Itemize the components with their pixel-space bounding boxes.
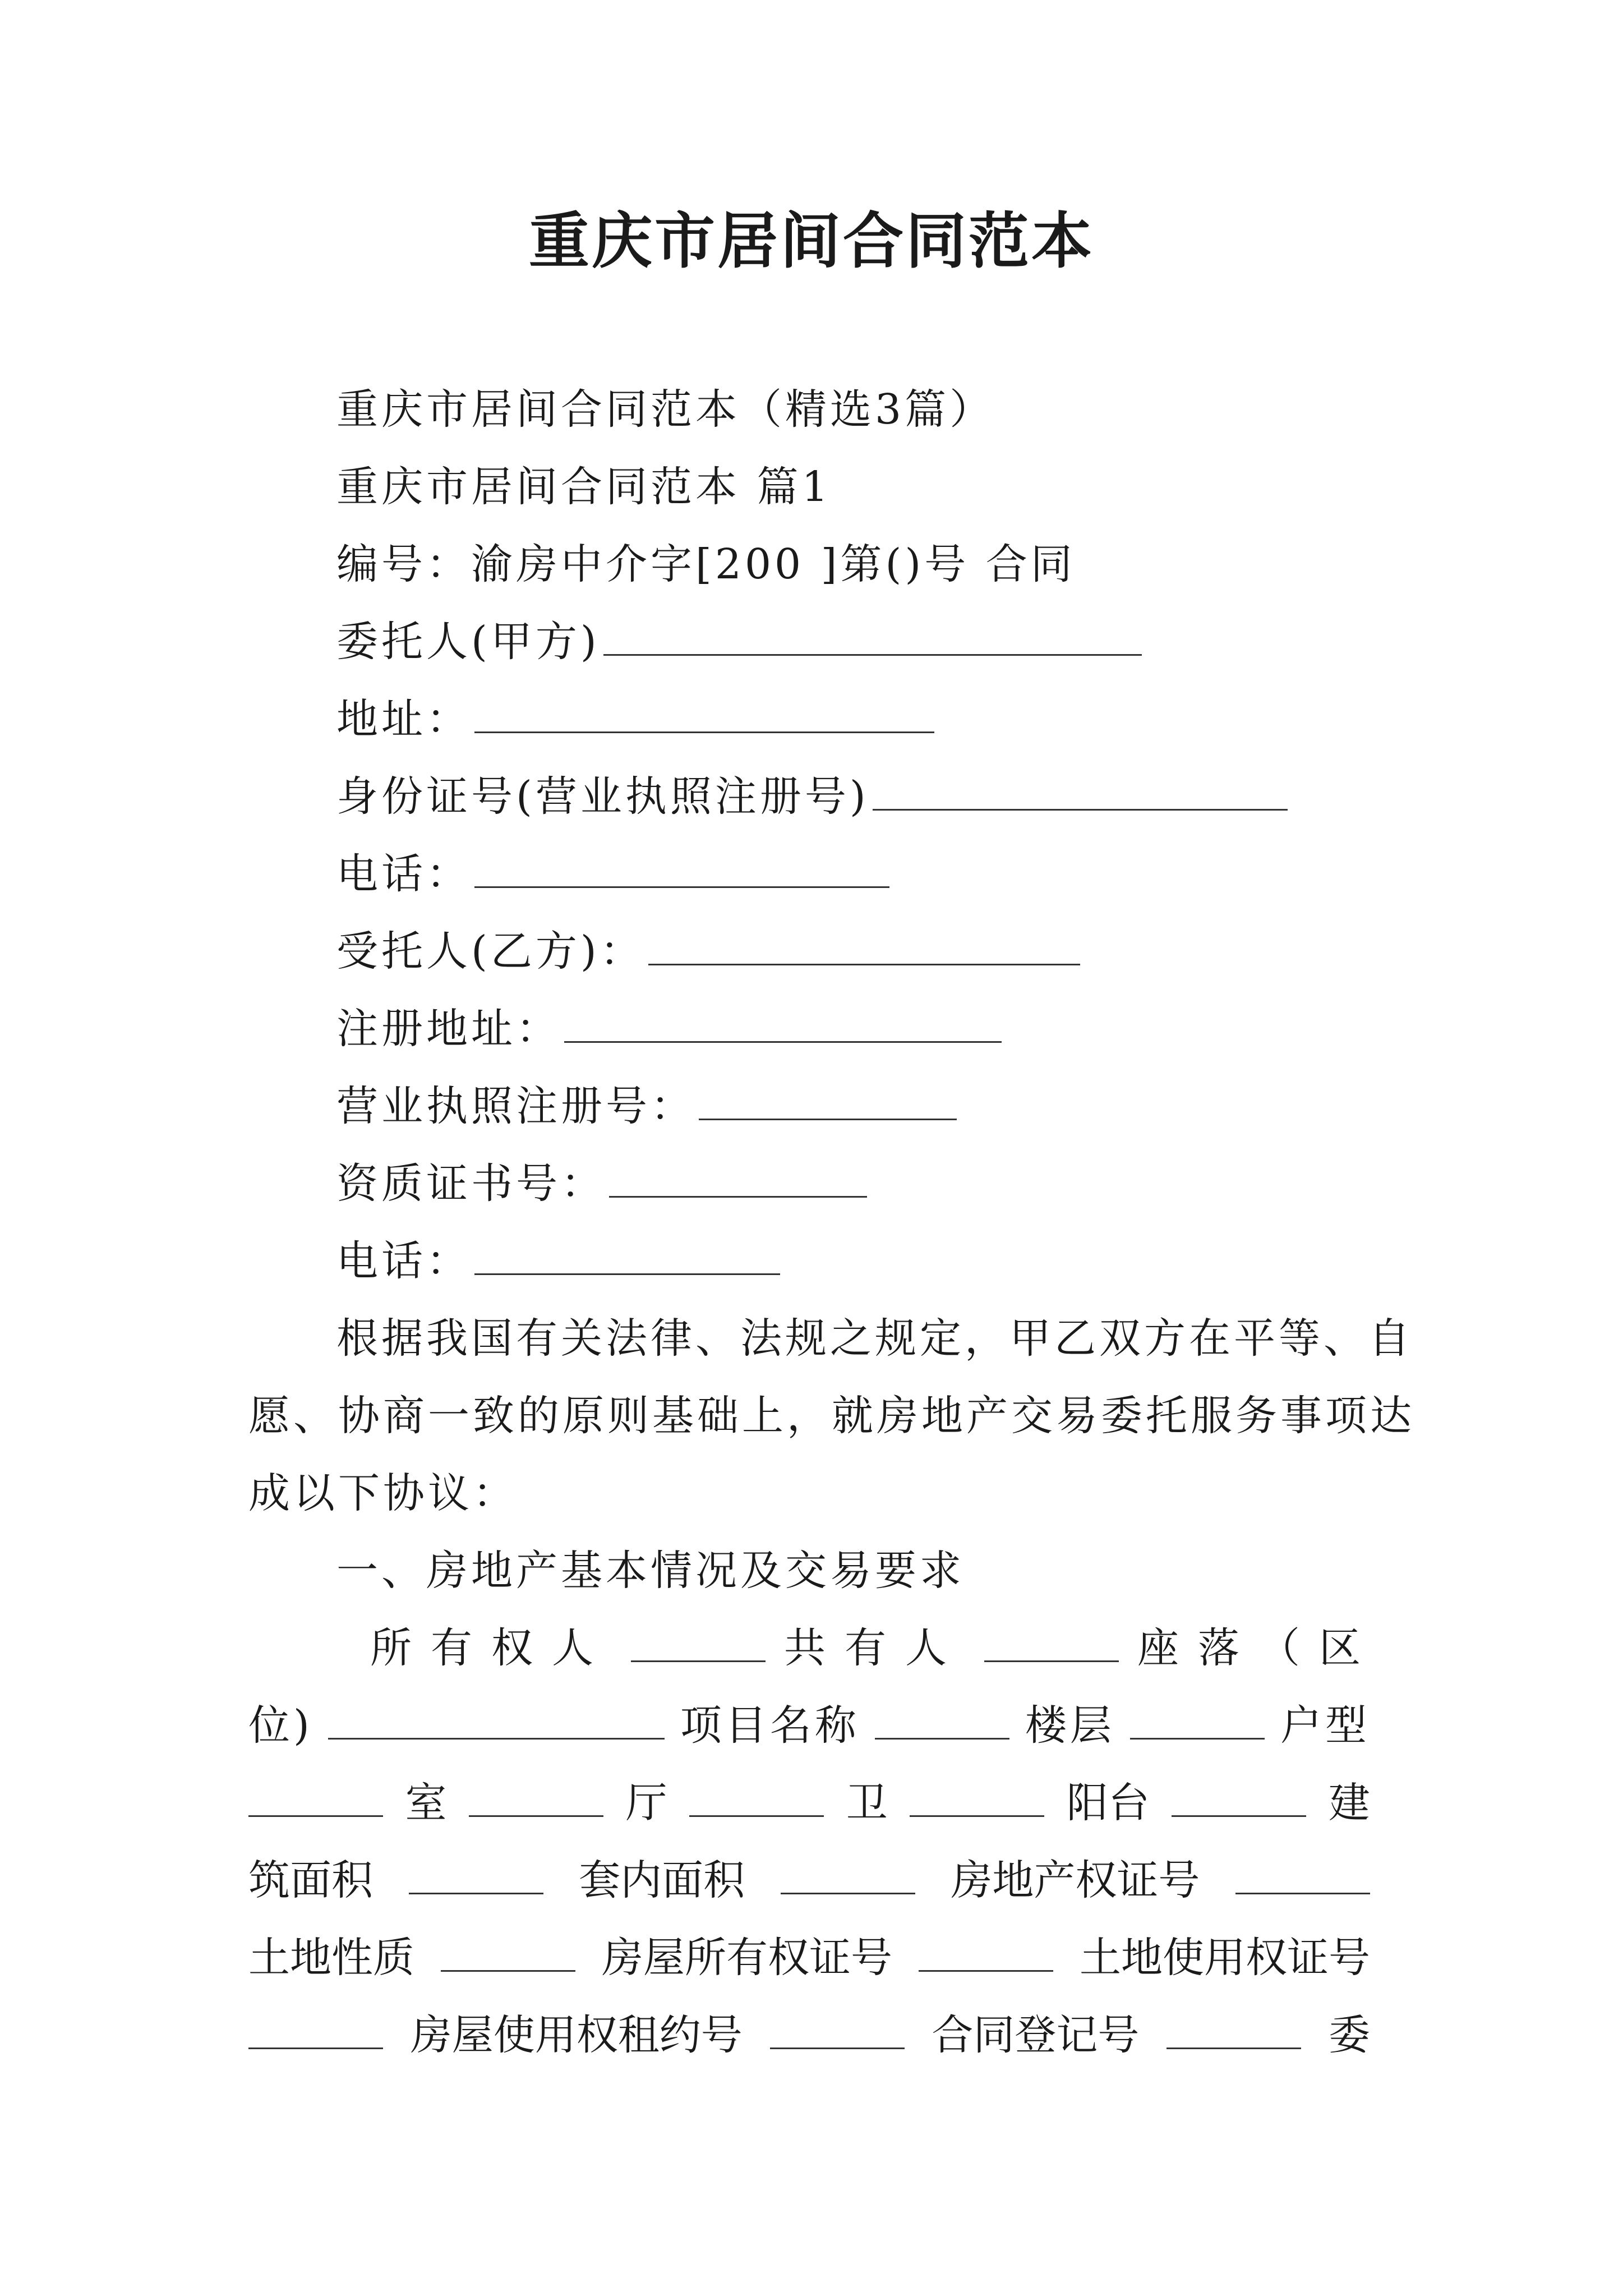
reg-address-blank[interactable] (564, 1002, 1002, 1043)
license-number-field (336, 1078, 960, 1134)
preamble-line-3: 成以下协议： (248, 1469, 518, 1517)
hall-label: 厅 (625, 1779, 667, 1827)
subtitle: 重庆市居间合同范本（精选3篇） (336, 385, 995, 434)
build-area-blank[interactable] (409, 1853, 543, 1894)
property-cert-blank[interactable] (1235, 1853, 1370, 1894)
location-blank[interactable] (328, 1699, 665, 1740)
agent-blank[interactable] (648, 924, 1080, 965)
reg-address-label: 注册地址： (336, 1005, 561, 1053)
id-number-label: 身份证号(营业执照注册号) (336, 772, 869, 821)
phone-a-blank[interactable] (474, 847, 889, 888)
land-nature-blank[interactable] (441, 1931, 575, 1972)
land-nature-label: 土地性质 (248, 1934, 414, 1982)
floor-blank[interactable] (1130, 1699, 1265, 1740)
cert-number-label: 资质证书号： (336, 1159, 606, 1208)
property-line-4 (248, 1852, 1370, 1908)
contract-reg-blank[interactable] (1166, 2008, 1301, 2049)
phone-b-field (336, 1233, 783, 1289)
lease-no-blank[interactable] (770, 2008, 905, 2049)
bath-blank[interactable] (910, 1776, 1044, 1817)
address-field (336, 691, 938, 747)
owner-label: 所有权人 (370, 1624, 612, 1672)
section-heading: 重庆市居间合同范本 篇1 (336, 463, 832, 511)
inner-area-blank[interactable] (781, 1853, 915, 1894)
id-number-blank[interactable] (873, 770, 1288, 811)
phone-b-label: 电话： (336, 1237, 471, 1285)
agent-label: 受托人(乙方)： (336, 927, 645, 976)
balcony-blank[interactable] (1172, 1776, 1306, 1817)
location-label-a: 座落（区 (1137, 1624, 1380, 1672)
build-label: 建 (1328, 1779, 1370, 1827)
room-blank[interactable] (469, 1776, 603, 1817)
bath-label: 卫 (846, 1779, 888, 1827)
property-line-3 (248, 1775, 1370, 1831)
project-blank[interactable] (875, 1699, 1009, 1740)
land-cert-blank[interactable] (248, 2008, 383, 2049)
address-blank[interactable] (474, 692, 934, 733)
entrust-label: 委 (1328, 2011, 1370, 2059)
contract-number: 编号：渝房中介字[200 ]第()号 合同 (336, 540, 1076, 588)
project-label: 项目名称 (680, 1701, 860, 1750)
cert-number-blank[interactable] (609, 1157, 867, 1198)
layout-blank[interactable] (248, 1776, 383, 1817)
hall-blank[interactable] (689, 1776, 824, 1817)
license-number-blank[interactable] (699, 1079, 957, 1120)
room-label: 室 (405, 1779, 447, 1827)
property-line-1 (370, 1620, 1380, 1676)
agent-field (336, 923, 1083, 979)
principal-field (336, 614, 1145, 670)
phone-b-blank[interactable] (474, 1234, 780, 1275)
license-number-label: 营业执照注册号： (336, 1082, 695, 1130)
clause-1-heading: 一、房地产基本情况及交易要求 (336, 1547, 965, 1595)
house-cert-label: 房屋所有权证号 (602, 1934, 892, 1982)
property-line-5 (248, 1930, 1370, 1986)
property-line-6 (248, 2007, 1370, 2063)
inner-area-label: 套内面积 (579, 1856, 745, 1904)
cert-number-field (336, 1156, 870, 1212)
property-cert-label: 房地产权证号 (951, 1856, 1200, 1904)
lease-no-label: 房屋使用权租约号 (410, 2011, 743, 2059)
house-cert-blank[interactable] (919, 1931, 1053, 1972)
property-line-2 (248, 1697, 1370, 1754)
phone-a-field (336, 846, 893, 902)
preamble-line-1: 根据我国有关法律、法规之规定，甲乙双方在平等、自 (336, 1314, 1413, 1363)
phone-a-label: 电话： (336, 850, 471, 898)
principal-label: 委托人(甲方) (336, 618, 600, 666)
owner-blank[interactable] (631, 1621, 766, 1662)
layout-label: 户型 (1280, 1701, 1370, 1750)
address-label: 地址： (336, 695, 471, 743)
document-title: 重庆市居间合同范本 (528, 206, 1094, 277)
build-area-label: 筑面积 (248, 1856, 373, 1904)
co-owner-label: 共有人 (784, 1624, 966, 1672)
floor-label: 楼层 (1025, 1701, 1115, 1750)
id-number-field (336, 769, 1291, 825)
balcony-label: 阳台 (1066, 1779, 1150, 1827)
location-label-b: 位) (248, 1701, 313, 1750)
preamble-line-2: 愿、协商一致的原则基础上，就房地产交易委托服务事项达 (248, 1392, 1415, 1440)
reg-address-field (336, 1001, 1005, 1057)
contract-reg-label: 合同登记号 (932, 2011, 1140, 2059)
land-cert-label: 土地使用权证号 (1080, 1934, 1370, 1982)
principal-blank[interactable] (603, 615, 1142, 656)
co-owner-blank[interactable] (984, 1621, 1119, 1662)
